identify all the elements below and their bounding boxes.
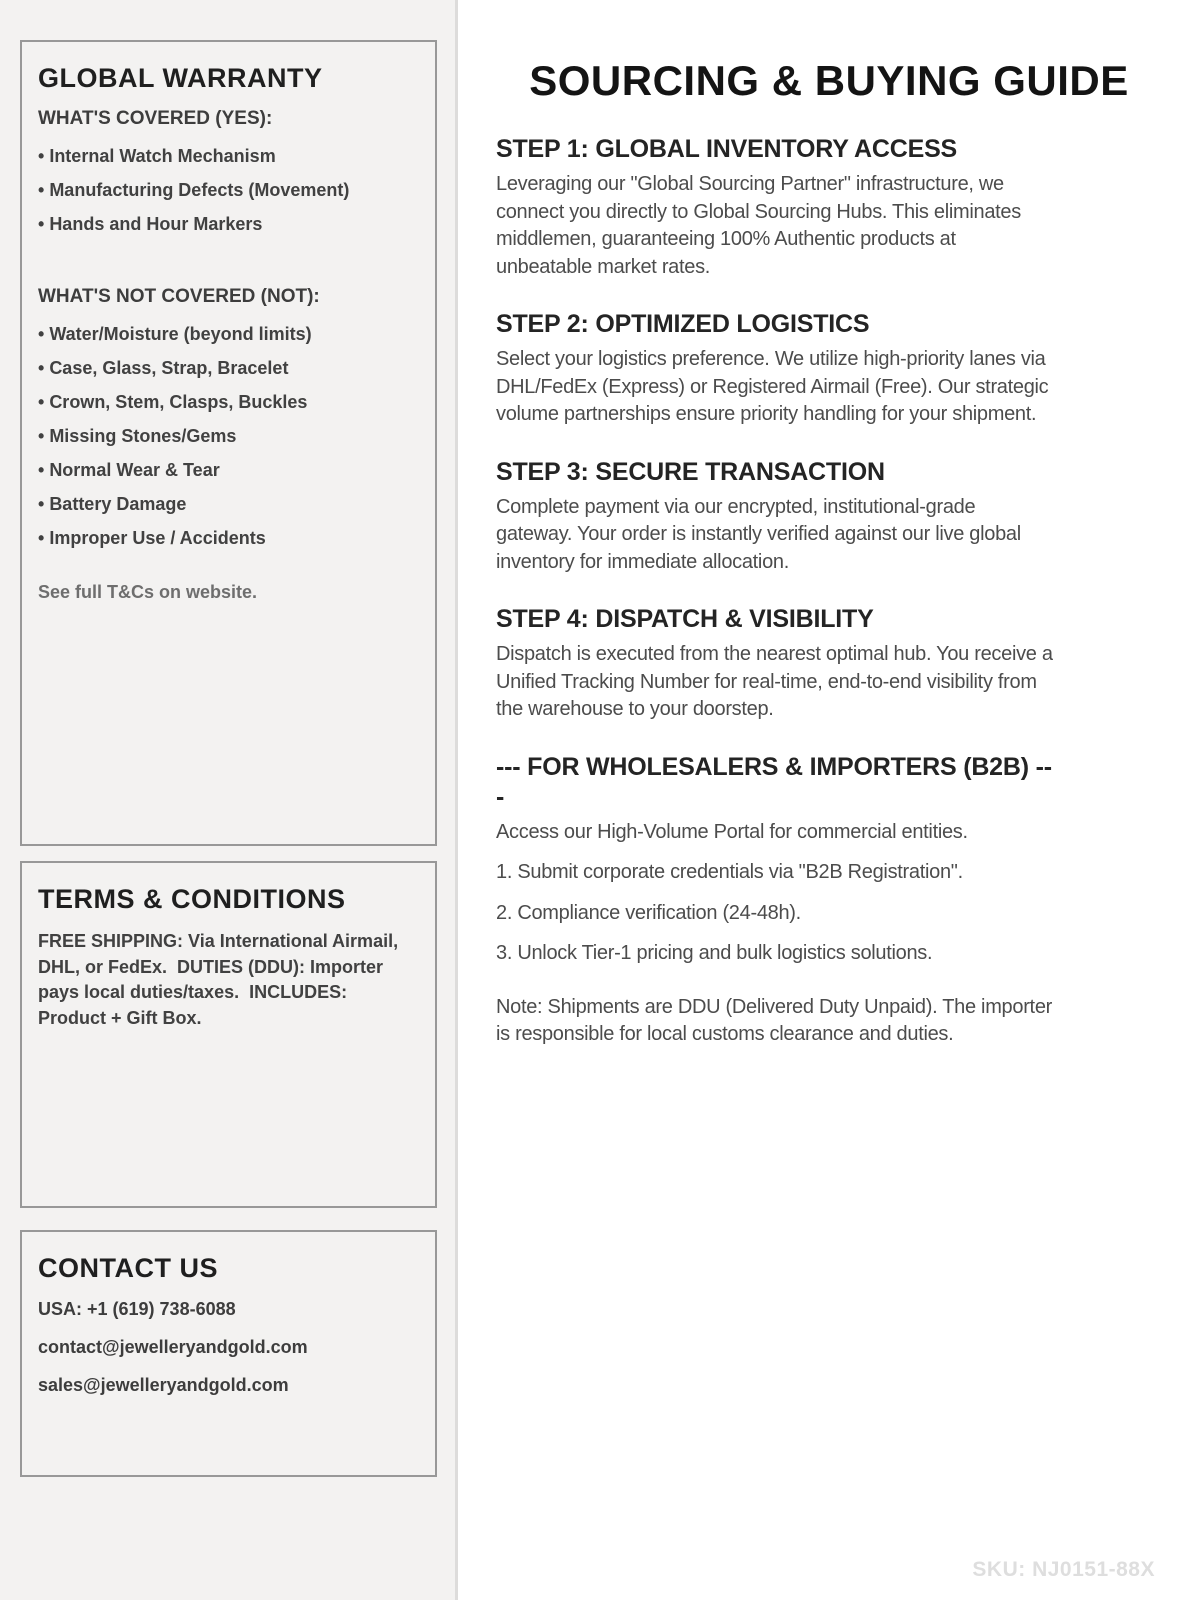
- step-3-body: Complete payment via our encrypted, institutional-grade gateway. Your order is instantly verified against our live global inventory for immediate allocation.: [496, 495, 1021, 573]
- terms-title: TERMS & CONDITIONS: [38, 884, 346, 914]
- b2b-intro: Access our High-Volume Portal for commercial entities.: [496, 820, 968, 843]
- guide-content: [496, 134, 1056, 1049]
- covered-list: [38, 139, 419, 241]
- b2b-item-2: 2. Compliance verification (24-48h).: [496, 901, 801, 924]
- b2b-heading: --- FOR WHOLESALERS & IMPORTERS (B2B) ---: [496, 752, 1052, 811]
- contact-us-panel: [20, 1230, 437, 1477]
- step-1-body: Leveraging our "Global Sourcing Partner" infrastructure, we connect you directly to Global Sourcing Hubs. This eliminates middlemen, guaranteeing 100% Authentic products at unbeatable market rates.: [496, 173, 1021, 278]
- step-4-heading: STEP 4: DISPATCH & VISIBILITY: [496, 605, 874, 633]
- list-item: • Battery Damage: [38, 487, 419, 521]
- step-3-section: [496, 457, 1056, 577]
- step-4-section: [496, 604, 1056, 724]
- step-2-body: Select your logistics preference. We utilize high-priority lanes via DHL/FedEx (Express) or Registered Airmail (Free). Our strategic volume partnerships ensure priority handling for your shipment.: [496, 348, 1049, 425]
- b2b-section: [496, 752, 1056, 1049]
- step-2-heading: STEP 2: OPTIMIZED LOGISTICS: [496, 310, 870, 338]
- not-covered-subheading: WHAT'S NOT COVERED (NOT):: [38, 286, 320, 307]
- terms-conditions-panel: [20, 861, 437, 1208]
- step-1-section: [496, 134, 1056, 281]
- list-item: • Manufacturing Defects (Movement): [38, 173, 419, 207]
- sourcing-guide-main: [458, 0, 1200, 1600]
- step-3-heading: STEP 3: SECURE TRANSACTION: [496, 457, 885, 486]
- contact-title: CONTACT US: [38, 1253, 218, 1283]
- step-2-section: [496, 309, 1056, 429]
- step-1-heading: STEP 1: GLOBAL INVENTORY ACCESS: [496, 135, 958, 163]
- contact-email-primary: contact@jewelleryandgold.com: [38, 1337, 308, 1357]
- list-item: • Hands and Hour Markers: [38, 207, 419, 241]
- warranty-footnote: See full T&Cs on website.: [38, 582, 258, 602]
- list-item: • Internal Watch Mechanism: [38, 139, 419, 173]
- list-item: • Water/Moisture (beyond limits): [38, 317, 419, 351]
- list-item: • Improper Use / Accidents: [38, 521, 419, 555]
- page-title: SOURCING & BUYING GUIDE: [529, 57, 1129, 104]
- contact-email-sales: sales@jewelleryandgold.com: [38, 1375, 289, 1395]
- not-covered-list: [38, 317, 419, 555]
- terms-body: FREE SHIPPING: Via International Airmail, DHL, or FedEx. DUTIES (DDU): Importer pays local duties/taxes. INCLUDES: Product + Gift Box.: [38, 931, 404, 1028]
- list-item: • Normal Wear & Tear: [38, 453, 419, 487]
- info-sidebar: [0, 0, 458, 1600]
- b2b-note: Note: Shipments are DDU (Delivered Duty Unpaid). The importer is responsible for local customs clearance and duties.: [496, 995, 1052, 1045]
- contact-phone: USA: +1 (619) 738-6088: [38, 1299, 236, 1319]
- list-item: • Missing Stones/Gems: [38, 419, 419, 453]
- step-4-body: Dispatch is executed from the nearest optimal hub. You receive a Unified Tracking Number for real-time, end-to-end visibility from the warehouse to your doorstep.: [496, 643, 1053, 720]
- warranty-title: GLOBAL WARRANTY: [38, 63, 323, 93]
- b2b-item-3: 3. Unlock Tier-1 pricing and bulk logistics solutions.: [496, 942, 933, 964]
- list-item: • Case, Glass, Strap, Bracelet: [38, 351, 419, 385]
- sku-label: SKU: NJ0151-88X: [972, 1558, 1155, 1581]
- global-warranty-panel: [20, 40, 437, 846]
- list-item: • Crown, Stem, Clasps, Buckles: [38, 385, 419, 419]
- b2b-item-1: 1. Submit corporate credentials via "B2B Registration".: [496, 861, 963, 883]
- covered-subheading: WHAT'S COVERED (YES):: [38, 108, 273, 129]
